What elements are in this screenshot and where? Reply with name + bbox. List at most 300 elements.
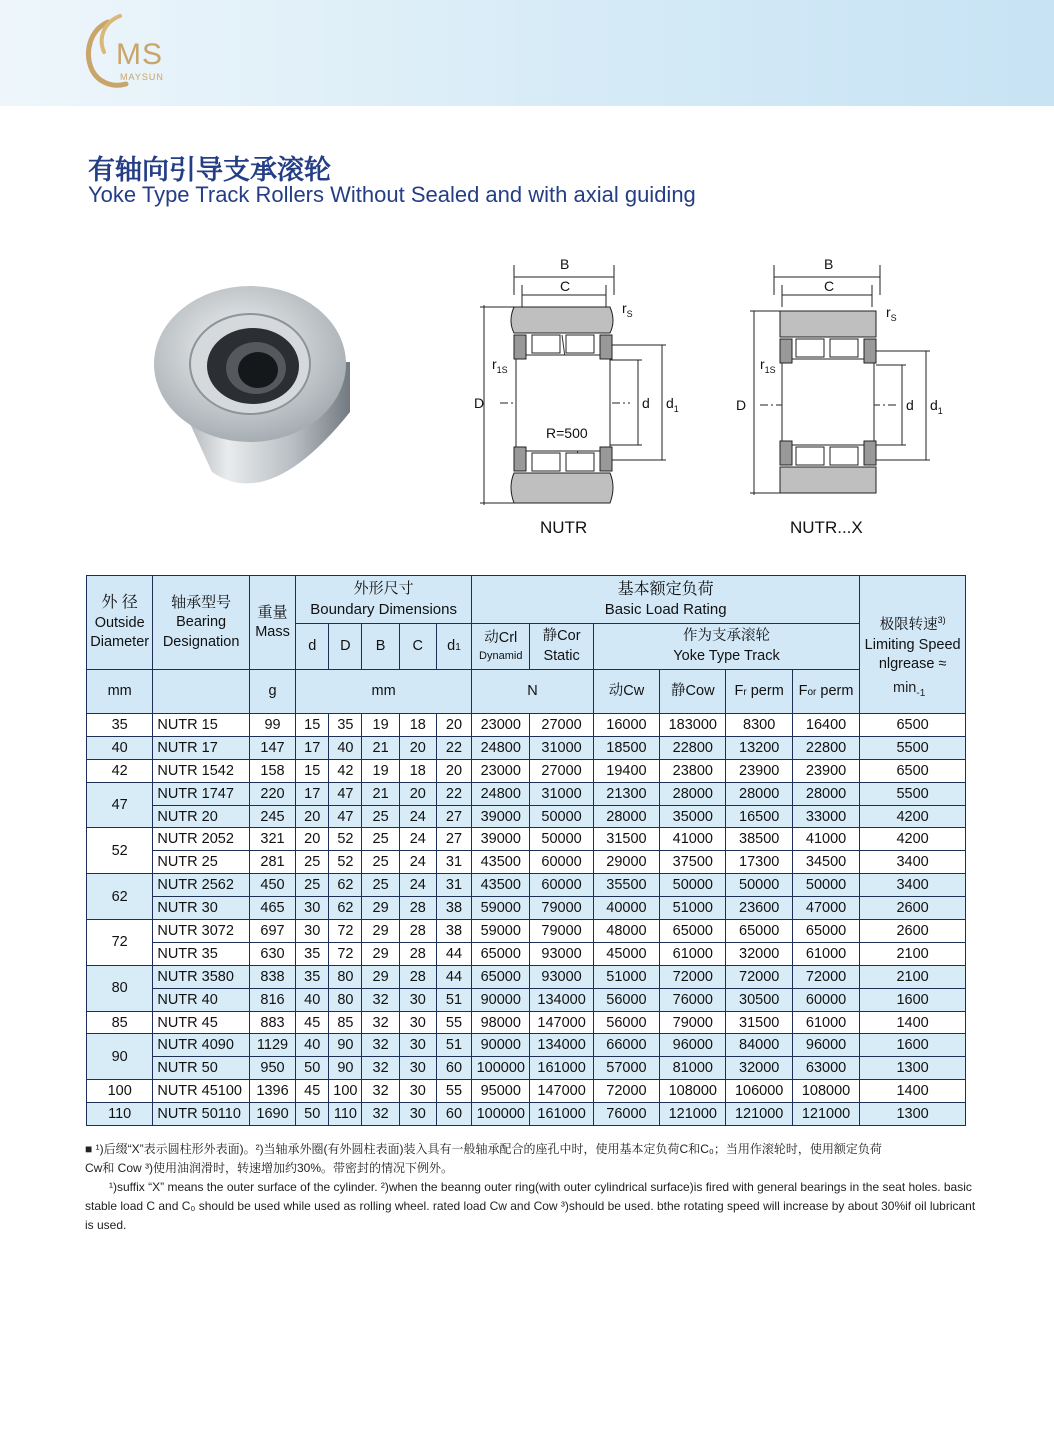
cell-speed: 1400 [860,1080,966,1103]
cell-des: NUTR 50110 [153,1103,250,1126]
cell-outside-diameter: 52 [87,828,153,874]
cell-C: 30 [399,1080,436,1103]
cell-fr: 16500 [726,805,792,828]
cell-for: 61000 [792,942,859,965]
cell-cr: 43500 [472,851,530,874]
cell-cr: 59000 [472,897,530,920]
cell-d1: 60 [436,1103,471,1126]
cell-outside-diameter: 35 [87,714,153,737]
cell-outside-diameter: 62 [87,874,153,920]
cell-cw: 35500 [593,874,659,897]
cell-cw: 21300 [593,782,659,805]
table-row [87,805,966,828]
cell-mass: 245 [249,805,295,828]
table-row [87,1080,966,1103]
cell-d: 25 [296,851,329,874]
cell-cr: 90000 [472,988,530,1011]
cell-cor: 93000 [530,942,593,965]
cell-cow: 50000 [660,874,726,897]
cell-fr: 50000 [726,874,792,897]
cell-d1: 44 [436,942,471,965]
cell-mass: 465 [249,897,295,920]
cell-for: 63000 [792,1057,859,1080]
cell-d1: 20 [436,714,471,737]
cell-cw: 18500 [593,736,659,759]
unit-blank [153,670,250,714]
cell-cr: 39000 [472,805,530,828]
cell-C: 24 [399,874,436,897]
footnote-en: ¹)suffix “X” means the outer surface of the cylinder. ²)when the beanng outer ring(with outer cylindrical surface)is fired with general bearings in the seat holes. basic stable load C and C₀ should be used while used as rolling wheel. rated load Cw and Cow ³)should be used. bthe rotating speed will increase by about 30%if oil lubricant is used. [85,1180,976,1232]
cell-d1: 55 [436,1080,471,1103]
cell-speed: 2100 [860,965,966,988]
cell-cor: 147000 [530,1080,593,1103]
cell-B: 32 [362,1103,399,1126]
table-row [87,782,966,805]
cell-Dd: 40 [329,736,362,759]
cell-d: 15 [296,714,329,737]
footnote-cn-2: Cw和 Cow ³)使用油润滑时，转速增加约30%。带密封的情况下例外。 [85,1161,454,1175]
cell-cor: 50000 [530,828,593,851]
cell-fr: 23900 [726,759,792,782]
cell-for: 121000 [792,1103,859,1126]
cell-cw: 45000 [593,942,659,965]
cell-fr: 38500 [726,828,792,851]
cell-d: 50 [296,1103,329,1126]
cell-d: 30 [296,897,329,920]
cell-speed: 5500 [860,736,966,759]
cell-B: 32 [362,1057,399,1080]
cell-fr: 84000 [726,1034,792,1057]
dim-d-label-x: d [906,397,914,413]
cell-fr: 121000 [726,1103,792,1126]
table-row [87,851,966,874]
head-static: 静Cor Static [530,624,593,670]
cell-B: 29 [362,920,399,943]
head-d1: d1 [436,624,471,670]
cell-des: NUTR 1542 [153,759,250,782]
cell-C: 28 [399,897,436,920]
cell-des: NUTR 30 [153,897,250,920]
cell-for: 72000 [792,965,859,988]
cell-Dd: 35 [329,714,362,737]
table-row [87,736,966,759]
unit-g: g [249,670,295,714]
cell-d: 17 [296,782,329,805]
cell-d1: 60 [436,1057,471,1080]
cell-C: 30 [399,1057,436,1080]
cell-Dd: 42 [329,759,362,782]
cell-B: 29 [362,897,399,920]
cell-B: 29 [362,942,399,965]
cell-cr: 65000 [472,942,530,965]
cell-d: 20 [296,805,329,828]
dim-d1-label-x: $d_1$ [930,397,943,416]
logo-text: MS [116,38,163,71]
cell-cor: 161000 [530,1057,593,1080]
cell-speed: 2100 [860,942,966,965]
cell-cow: 28000 [660,782,726,805]
cell-Dd: 80 [329,988,362,1011]
cell-Dd: 110 [329,1103,362,1126]
cell-cw: 31500 [593,828,659,851]
cell-cow: 81000 [660,1057,726,1080]
cell-C: 18 [399,759,436,782]
dim-B-label-x: B [824,256,834,272]
cell-cor: 27000 [530,714,593,737]
head-cow: 静Cow [660,670,726,714]
cell-C: 30 [399,988,436,1011]
cell-mass: 147 [249,736,295,759]
cell-des: NUTR 2562 [153,874,250,897]
cell-speed: 6500 [860,714,966,737]
cell-B: 25 [362,805,399,828]
table-row [87,1034,966,1057]
cell-cow: 37500 [660,851,726,874]
page-title-en: Yoke Type Track Rollers Without Sealed and with axial guiding [88,182,696,207]
cell-Dd: 47 [329,782,362,805]
cell-cw: 48000 [593,920,659,943]
cell-cor: 93000 [530,965,593,988]
cell-B: 25 [362,851,399,874]
cell-C: 30 [399,1103,436,1126]
cell-C: 18 [399,714,436,737]
cell-Dd: 100 [329,1080,362,1103]
head-d: d [296,624,329,670]
cell-for: 23900 [792,759,859,782]
cell-cow: 96000 [660,1034,726,1057]
cell-fr: 30500 [726,988,792,1011]
cell-d1: 20 [436,759,471,782]
cell-des: NUTR 3580 [153,965,250,988]
cell-fr: 17300 [726,851,792,874]
cell-d: 40 [296,988,329,1011]
cell-des: NUTR 1747 [153,782,250,805]
cell-speed: 2600 [860,920,966,943]
cell-d: 35 [296,965,329,988]
cell-Dd: 62 [329,897,362,920]
cell-cw: 29000 [593,851,659,874]
table-row [87,714,966,737]
cell-speed: 2600 [860,897,966,920]
unit-mm-dims: mm [296,670,472,714]
cell-fr: 8300 [726,714,792,737]
cell-fr: 28000 [726,782,792,805]
cell-outside-diameter: 47 [87,782,153,828]
cell-for: 47000 [792,897,859,920]
cell-Dd: 80 [329,965,362,988]
cell-d: 45 [296,1011,329,1034]
dim-r1s-label-x: $r_{1S}$ [760,356,776,375]
head-designation: 轴承型号 Bearing Designation [153,576,250,670]
table-row [87,965,966,988]
cell-C: 28 [399,942,436,965]
cell-speed: 1300 [860,1103,966,1126]
cell-B: 19 [362,714,399,737]
cell-cor: 79000 [530,897,593,920]
cell-for: 50000 [792,874,859,897]
cell-cow: 23800 [660,759,726,782]
cell-for: 41000 [792,828,859,851]
roller-product-photo [150,282,360,492]
cell-cor: 60000 [530,851,593,874]
cell-mass: 697 [249,920,295,943]
dim-C-label: C [560,278,571,294]
cell-outside-diameter: 72 [87,920,153,966]
cell-cr: 100000 [472,1057,530,1080]
cell-des: NUTR 20 [153,805,250,828]
cell-cr: 43500 [472,874,530,897]
cell-d1: 51 [436,1034,471,1057]
cell-Dd: 90 [329,1057,362,1080]
cell-d: 25 [296,874,329,897]
cell-cor: 60000 [530,874,593,897]
cell-mass: 816 [249,988,295,1011]
cell-mass: 1129 [249,1034,295,1057]
cell-cr: 24800 [472,782,530,805]
cell-Dd: 85 [329,1011,362,1034]
maysun-logo [80,12,180,92]
cell-cow: 76000 [660,988,726,1011]
unit-N: N [472,670,594,714]
head-dynamic: 动Crl Dynamid [472,624,530,670]
cell-C: 24 [399,805,436,828]
cell-cor: 79000 [530,920,593,943]
head-C: C [399,624,436,670]
cell-cw: 66000 [593,1034,659,1057]
cell-cor: 147000 [530,1011,593,1034]
cell-C: 28 [399,965,436,988]
head-boundary: 外形尺寸 Boundary Dimensions [296,576,472,624]
cell-cr: 23000 [472,714,530,737]
cell-B: 32 [362,1011,399,1034]
cell-cr: 24800 [472,736,530,759]
cell-des: NUTR 3072 [153,920,250,943]
cell-cor: 31000 [530,782,593,805]
cell-outside-diameter: 40 [87,736,153,759]
cell-d: 35 [296,942,329,965]
cell-B: 32 [362,1034,399,1057]
cell-cow: 183000 [660,714,726,737]
cell-cr: 95000 [472,1080,530,1103]
cell-mass: 99 [249,714,295,737]
cell-outside-diameter: 85 [87,1011,153,1034]
cell-C: 30 [399,1034,436,1057]
cell-cr: 90000 [472,1034,530,1057]
spec-table [86,575,966,1126]
cell-des: NUTR 40 [153,988,250,1011]
cell-cw: 76000 [593,1103,659,1126]
head-D: D [329,624,362,670]
head-fr-perm: Fr perm [726,670,792,714]
table-row [87,1103,966,1126]
cell-cow: 108000 [660,1080,726,1103]
cell-des: NUTR 17 [153,736,250,759]
cell-cr: 98000 [472,1011,530,1034]
cell-cow: 22800 [660,736,726,759]
cell-d: 20 [296,828,329,851]
head-load: 基本额定负荷 Basic Load Rating [472,576,860,624]
cell-mass: 1690 [249,1103,295,1126]
cell-speed: 1400 [860,1011,966,1034]
cell-outside-diameter: 90 [87,1034,153,1080]
cell-Dd: 72 [329,942,362,965]
footnotes [85,1140,980,1235]
cell-d1: 31 [436,851,471,874]
cell-cor: 27000 [530,759,593,782]
cell-for: 33000 [792,805,859,828]
cell-mass: 1396 [249,1080,295,1103]
cell-cw: 72000 [593,1080,659,1103]
dim-D-label: D [474,395,485,411]
cell-d: 50 [296,1057,329,1080]
cell-mass: 630 [249,942,295,965]
cell-C: 20 [399,782,436,805]
cell-d: 17 [296,736,329,759]
cell-B: 19 [362,759,399,782]
cell-speed: 1300 [860,1057,966,1080]
cell-d: 40 [296,1034,329,1057]
nutr-x-section-drawing [730,255,960,515]
cell-cw: 19400 [593,759,659,782]
cell-cow: 51000 [660,897,726,920]
cell-d: 15 [296,759,329,782]
cell-fr: 32000 [726,942,792,965]
cell-fr: 13200 [726,736,792,759]
dim-rs-label: $r_S$ [622,300,633,319]
cell-d1: 22 [436,736,471,759]
table-row [87,759,966,782]
cell-for: 108000 [792,1080,859,1103]
cell-d: 30 [296,920,329,943]
cell-cow: 41000 [660,828,726,851]
speed-unit: $\min_{-1}$ [893,680,926,699]
nutr-caption: NUTR [540,518,588,537]
cell-d1: 51 [436,988,471,1011]
cell-outside-diameter: 80 [87,965,153,1011]
cell-speed: 4200 [860,828,966,851]
table-row [87,988,966,1011]
cell-speed: 5500 [860,782,966,805]
cell-d1: 38 [436,920,471,943]
cell-cw: 16000 [593,714,659,737]
head-mass: 重量 Mass [249,576,295,670]
cell-d1: 27 [436,828,471,851]
cell-cw: 56000 [593,1011,659,1034]
page-title-cn: 有轴向引导支承滚轮 [88,155,331,185]
cell-cw: 56000 [593,988,659,1011]
radius-label: R=500 [546,425,588,441]
table-row [87,1011,966,1034]
cell-des: NUTR 25 [153,851,250,874]
cell-speed: 1600 [860,988,966,1011]
cell-cr: 59000 [472,920,530,943]
cell-d1: 38 [436,897,471,920]
head-speed: 极限转速$^{3)}$ Limiting Speed nlgrease ≈ [860,576,966,714]
cell-mass: 883 [249,1011,295,1034]
cell-C: 20 [399,736,436,759]
cell-cow: 79000 [660,1011,726,1034]
cell-cr: 100000 [472,1103,530,1126]
cell-Dd: 90 [329,1034,362,1057]
cell-fr: 23600 [726,897,792,920]
cell-fr: 72000 [726,965,792,988]
cell-des: NUTR 35 [153,942,250,965]
cell-cr: 23000 [472,759,530,782]
cell-cw: 28000 [593,805,659,828]
cell-for: 34500 [792,851,859,874]
cell-cw: 57000 [593,1057,659,1080]
cell-d1: 55 [436,1011,471,1034]
logo-subtext: MAYSUN [120,72,164,82]
table-row [87,942,966,965]
cell-for: 96000 [792,1034,859,1057]
cell-B: 21 [362,736,399,759]
cell-d1: 31 [436,874,471,897]
cell-outside-diameter: 110 [87,1103,153,1126]
head-yoke: 作为支承滚轮 Yoke Type Track [593,624,859,670]
cell-d1: 22 [436,782,471,805]
nutr-section-drawing [470,255,700,515]
cell-B: 25 [362,828,399,851]
cell-cw: 51000 [593,965,659,988]
cell-for: 61000 [792,1011,859,1034]
cell-for: 65000 [792,920,859,943]
cell-outside-diameter: 100 [87,1080,153,1103]
cell-Dd: 47 [329,805,362,828]
cell-for: 60000 [792,988,859,1011]
cell-B: 32 [362,988,399,1011]
dim-d1-label: $d_1$ [666,395,679,414]
head-B: B [362,624,399,670]
dim-rs-label-x: $r_S$ [886,304,897,323]
cell-speed: 3400 [860,851,966,874]
cell-cow: 72000 [660,965,726,988]
cell-mass: 321 [249,828,295,851]
cell-fr: 106000 [726,1080,792,1103]
cell-speed: 6500 [860,759,966,782]
dim-D-label-x: D [736,397,747,413]
cell-speed: 3400 [860,874,966,897]
cell-B: 32 [362,1080,399,1103]
cell-des: NUTR 15 [153,714,250,737]
cell-mass: 220 [249,782,295,805]
dim-r1s-label: $r_{1S}$ [492,356,508,375]
cell-cor: 161000 [530,1103,593,1126]
table-row [87,897,966,920]
cell-C: 24 [399,851,436,874]
cell-C: 30 [399,1011,436,1034]
cell-cor: 31000 [530,736,593,759]
table-row [87,1057,966,1080]
cell-mass: 950 [249,1057,295,1080]
cell-d1: 44 [436,965,471,988]
cell-d1: 27 [436,805,471,828]
head-outside: 外 径 Outside Diameter [87,576,153,670]
cell-mass: 158 [249,759,295,782]
table-row [87,828,966,851]
cell-mass: 450 [249,874,295,897]
cell-cow: 35000 [660,805,726,828]
spec-table-body [87,714,966,1126]
cell-cor: 134000 [530,1034,593,1057]
table-row [87,920,966,943]
footnote-cn-1: ■ ¹)后缀“X”表示圆柱形外表面)。²)当轴承外圈(有外圆柱表面)装入具有一般轴承配合的座孔中时，使用基本定负荷C和C₀；当用作滚轮时，使用额定负荷 [85,1142,882,1156]
cell-for: 22800 [792,736,859,759]
cell-speed: 1600 [860,1034,966,1057]
cell-cow: 61000 [660,942,726,965]
cell-cow: 65000 [660,920,726,943]
cell-cor: 50000 [530,805,593,828]
